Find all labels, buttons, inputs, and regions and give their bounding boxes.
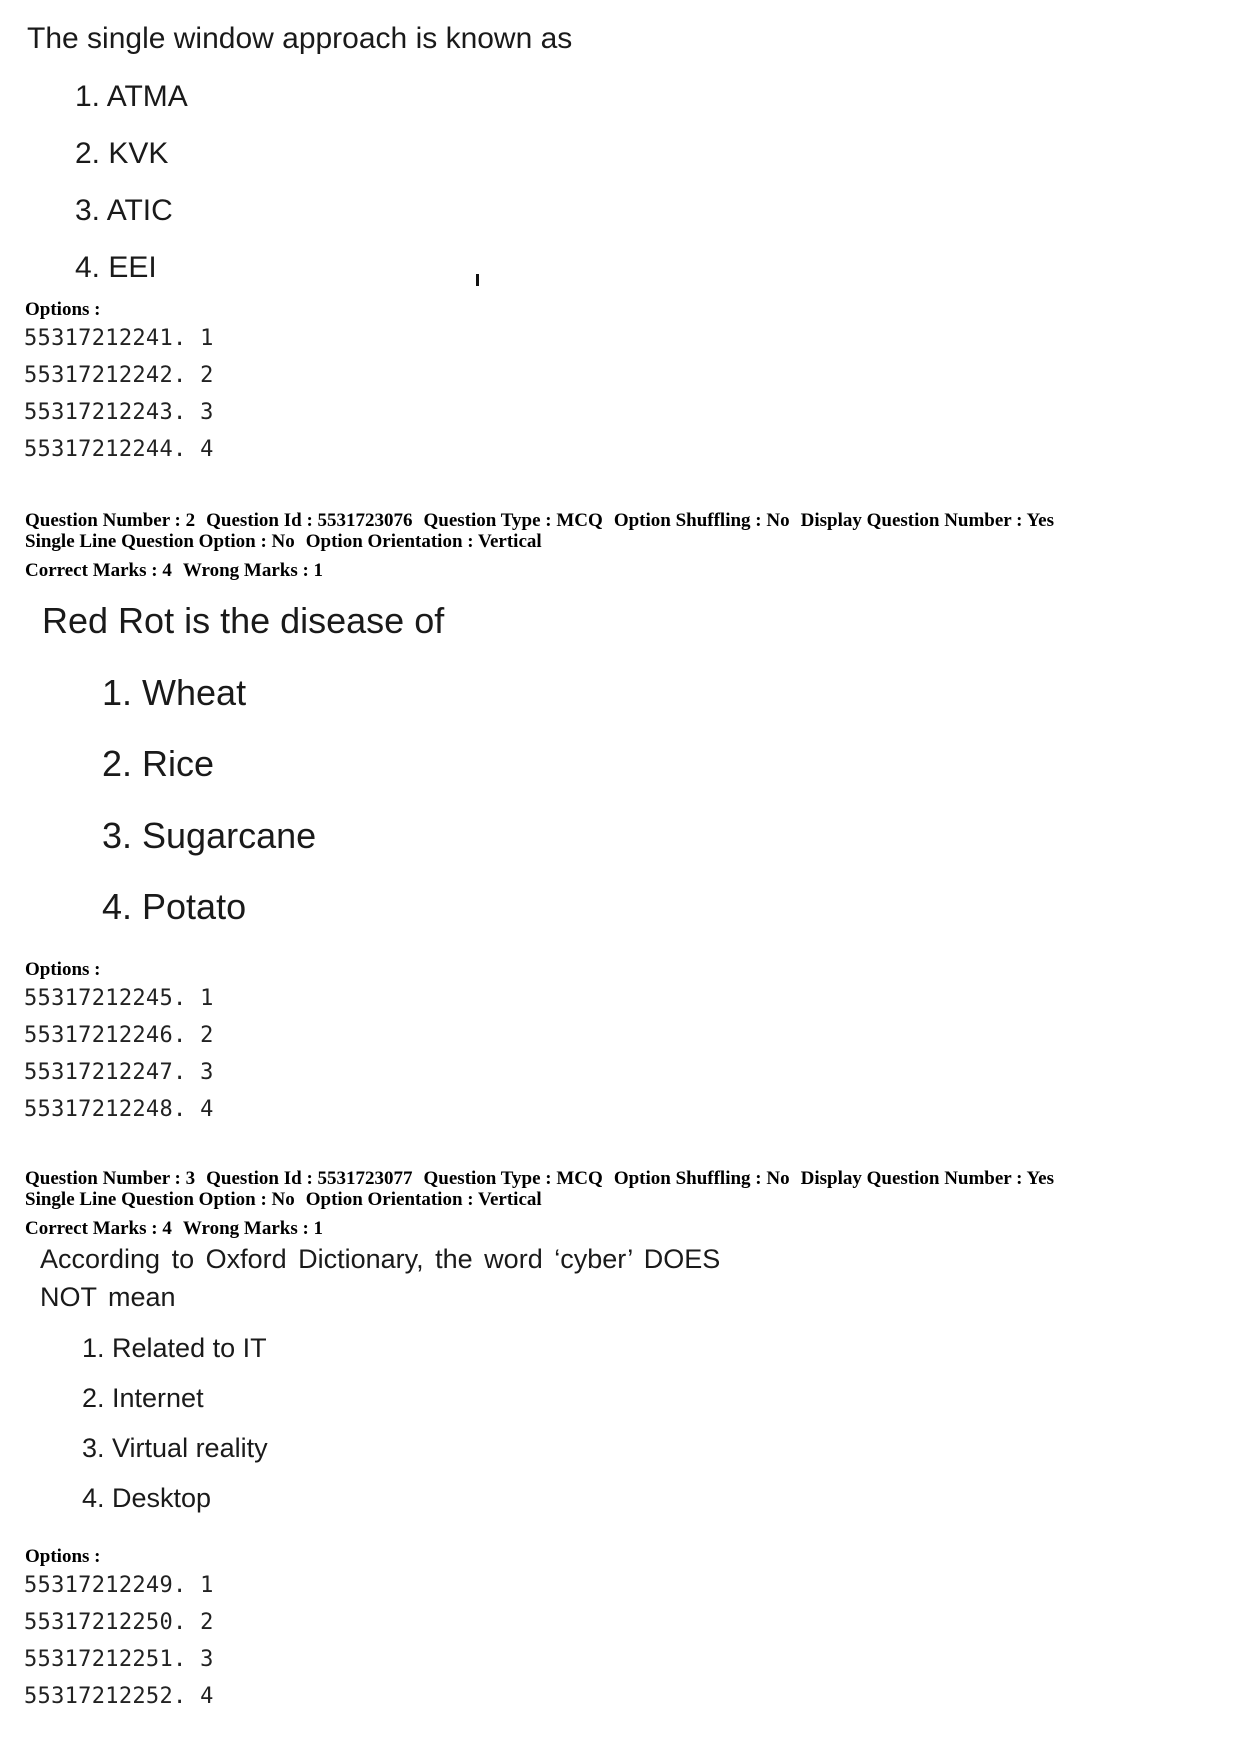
single-line-option: Single Line Question Option : No [25, 531, 295, 552]
wrong-marks: Wrong Marks : 1 [182, 1218, 324, 1239]
question-choice: 3. ATIC [75, 194, 173, 227]
option-row: 55317212241. 1 [24, 326, 214, 351]
question-choice: 1. ATMA [75, 80, 188, 113]
question-marks [25, 560, 334, 581]
question-type: Question Type : MCQ [423, 1168, 603, 1189]
question-choice: 1. Related to IT [82, 1333, 267, 1363]
question-choice: 3. Sugarcane [102, 815, 317, 856]
question-number: Question Number : 2 [25, 510, 196, 531]
option-row: 55317212248. 4 [24, 1097, 214, 1122]
question-type: Question Type : MCQ [423, 510, 603, 531]
question-stem: Red Rot is the disease of [42, 600, 445, 641]
option-shuffling: Option Shuffling : No [613, 510, 790, 531]
wrong-marks: Wrong Marks : 1 [182, 560, 324, 581]
question-choice: 4. EEI [75, 251, 157, 284]
option-row: 55317212250. 2 [24, 1610, 214, 1635]
question-id: Question Id : 5531723077 [206, 1168, 413, 1189]
option-orientation: Option Orientation : Vertical [305, 531, 542, 552]
option-row: 55317212252. 4 [24, 1684, 214, 1709]
question-meta-line-2 [25, 1189, 553, 1210]
question-choice: 2. KVK [75, 137, 169, 170]
question-choice: 4. Desktop [82, 1483, 212, 1513]
question-meta-line-1 [25, 510, 1065, 531]
question-choice: 1. Wheat [102, 672, 247, 713]
correct-marks: Correct Marks : 4 [25, 1218, 172, 1239]
option-row: 55317212242. 2 [24, 363, 214, 388]
display-question-number: Display Question Number : Yes [800, 1168, 1054, 1189]
question-choice: 3. Virtual reality [82, 1433, 268, 1463]
option-row: 55317212249. 1 [24, 1573, 214, 1598]
option-row: 55317212244. 4 [24, 437, 214, 462]
option-row: 55317212245. 1 [24, 986, 214, 1011]
question-choice: 2. Internet [82, 1383, 204, 1413]
question-stem: The single window approach is known as [27, 22, 573, 55]
options-label: Options : [25, 299, 101, 320]
single-line-option: Single Line Question Option : No [25, 1189, 295, 1210]
question-choice: 4. Potato [102, 886, 247, 927]
question-choice: 2. Rice [102, 743, 215, 784]
display-question-number: Display Question Number : Yes [800, 510, 1054, 531]
question-stem: According to Oxford Dictionary, the word ‘cyber’ DOES [40, 1244, 721, 1274]
correct-marks: Correct Marks : 4 [25, 560, 172, 581]
options-label: Options : [25, 959, 101, 980]
question-meta-line-1 [25, 1168, 1065, 1189]
option-orientation: Option Orientation : Vertical [305, 1189, 542, 1210]
question-id: Question Id : 5531723076 [206, 510, 413, 531]
option-shuffling: Option Shuffling : No [613, 1168, 790, 1189]
option-row: 55317212251. 3 [24, 1647, 214, 1672]
question-number: Question Number : 3 [25, 1168, 196, 1189]
options-label: Options : [25, 1546, 101, 1567]
question-marks [25, 1218, 334, 1239]
option-row: 55317212246. 2 [24, 1023, 214, 1048]
option-row: 55317212247. 3 [24, 1060, 214, 1085]
option-row: 55317212243. 3 [24, 400, 214, 425]
stray-mark [476, 274, 479, 286]
question-stem: NOT mean [40, 1282, 176, 1312]
question-meta-line-2 [25, 531, 553, 552]
